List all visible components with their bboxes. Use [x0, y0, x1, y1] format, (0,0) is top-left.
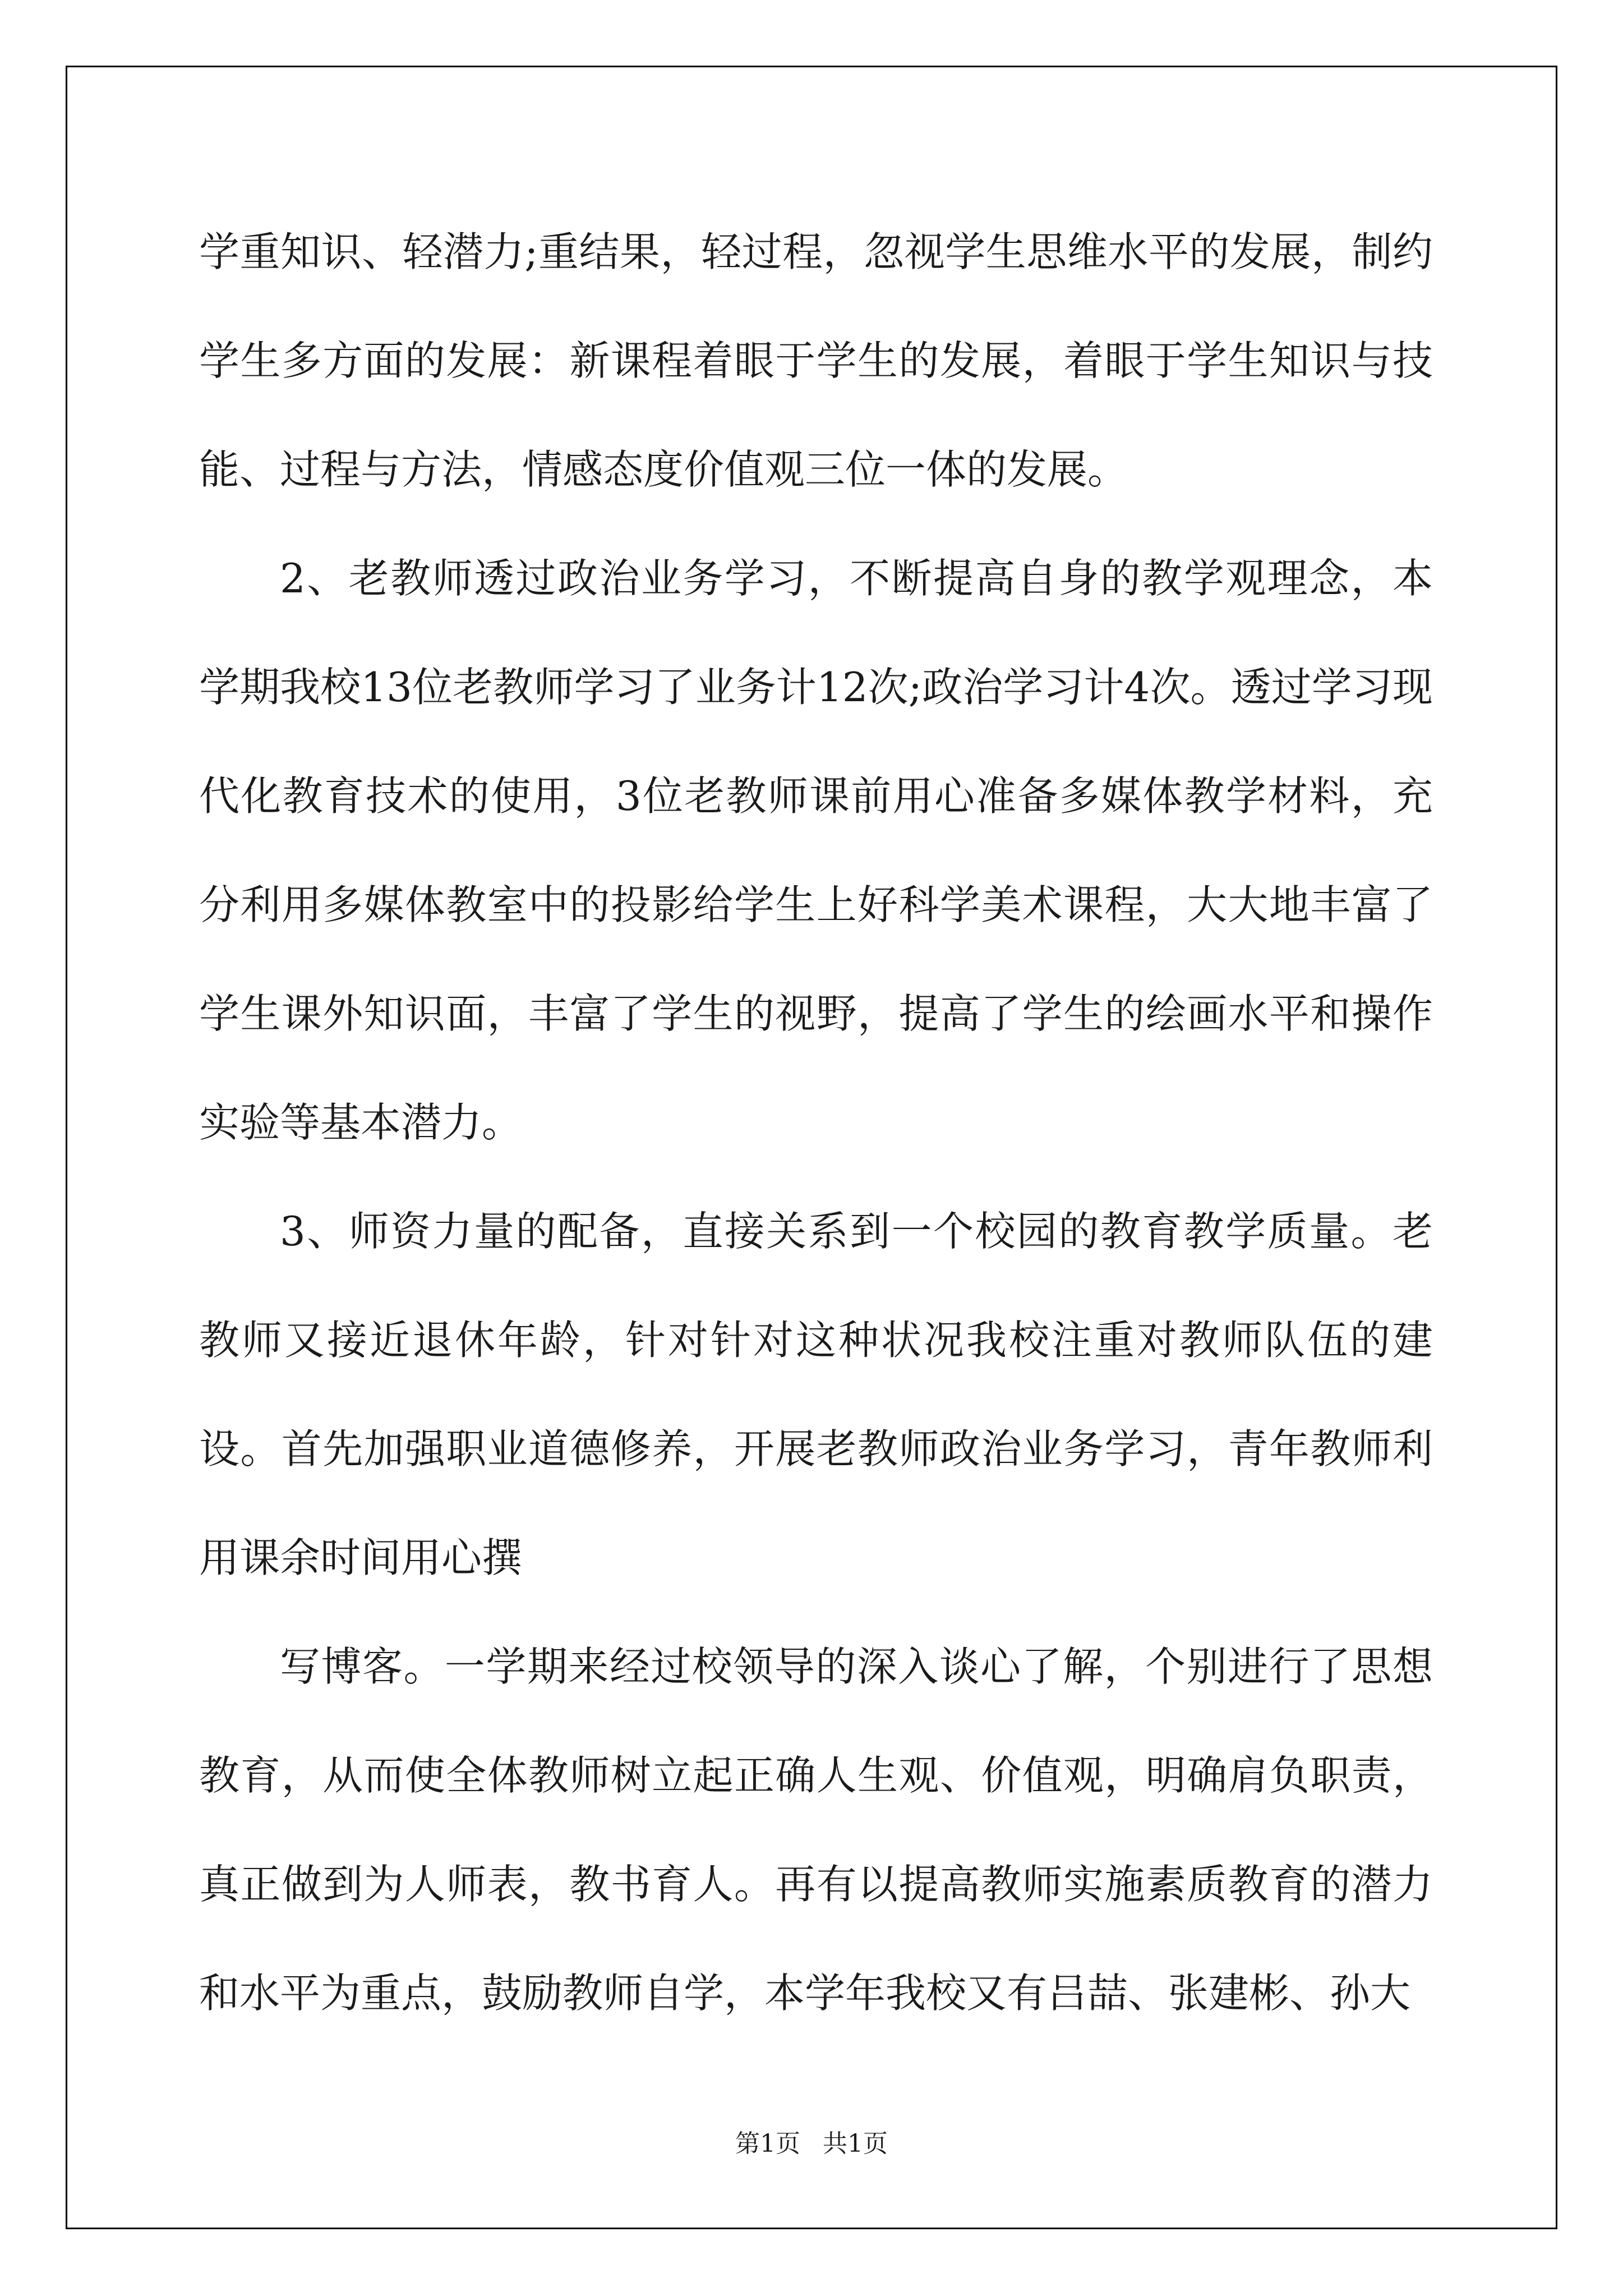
- page-footer: [0, 2123, 1623, 2159]
- page-total: 共1页: [823, 2129, 888, 2158]
- paragraph-2: 2、老教师透过政治业务学习，不断提高自身的教学观理念，本学期我校13位老教师学习了业务计12次;政治学习计4次。透过学习现代化教育技术的使用，3位老教师课前用心准备多媒体教学材料，充分利用多媒体教室中的投影给学生上好科学美术课程，大大地丰富了学生课外知识面，丰富了学生的视野，提高了学生的绘画水平和操作实验等基本潜力。: [199, 555, 1433, 1146]
- paragraph-3: 3、师资力量的配备，直接关系到一个校园的教育教学质量。老教师又接近退休年龄，针对针对这种状况我校注重对教师队伍的建设。首先加强职业道德修养，开展老教师政治业务学习，青年教师利用课余时间用心撰: [199, 1208, 1433, 1581]
- paragraph-4: 写博客。一学期来经过校领导的深入谈心了解，个别进行了思想教育，从而使全体教师树立起正确人生观、价值观，明确肩负职责，真正做到为人师表，教书育人。再有以提高教师实施素质教育的潜力和水平为重点，鼓励教师自学，本学年我校又有吕喆、张建彬、孙大: [199, 1643, 1433, 2017]
- document-body: [199, 197, 1433, 2047]
- page-number: 第1页: [735, 2129, 800, 2158]
- paragraph-1: 学重知识、轻潜力;重结果，轻过程，忽视学生思维水平的发展，制约学生多方面的发展：新课程着眼于学生的发展，着眼于学生知识与技能、过程与方法，情感态度价值观三位一体的发展。: [199, 228, 1433, 493]
